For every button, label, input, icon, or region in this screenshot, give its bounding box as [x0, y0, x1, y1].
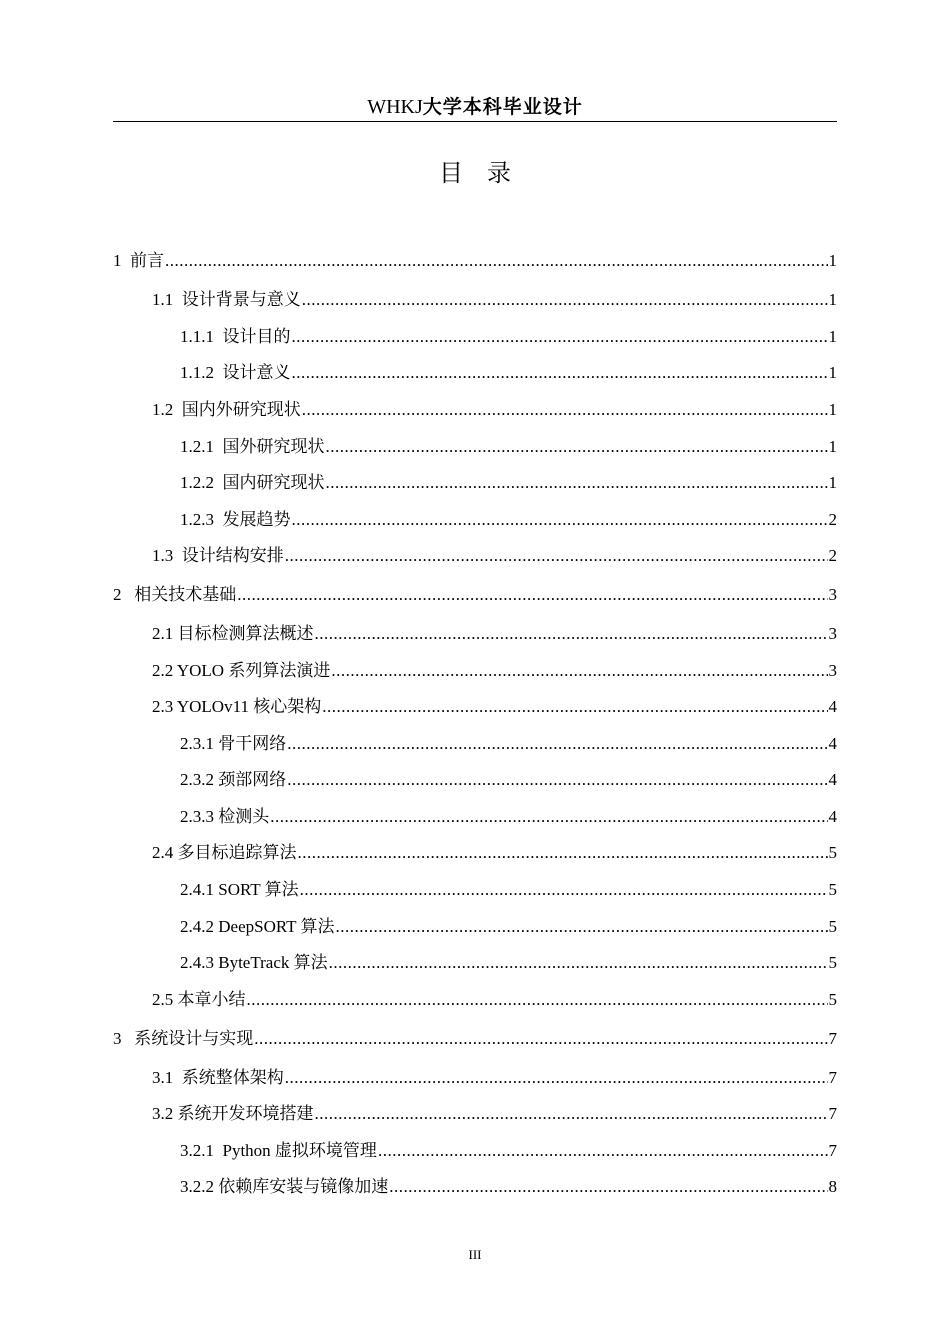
toc-entry-page: 1 — [828, 437, 837, 456]
toc-entry-page: 1 — [828, 327, 837, 346]
toc-dot-leader — [322, 694, 827, 720]
toc-entry[interactable] — [152, 1101, 837, 1127]
toc-dot-leader — [326, 470, 828, 496]
toc-entry-label: 1.2.2 国内研究现状 — [180, 473, 325, 492]
toc-entry[interactable] — [180, 1138, 837, 1164]
toc-entry-label: 3 系统设计与实现 — [113, 1029, 254, 1048]
toc-entry[interactable] — [152, 543, 837, 569]
toc-entry-label: 2.4.2 DeepSORT 算法 — [180, 917, 335, 936]
toc-entry[interactable] — [180, 877, 837, 903]
toc-dot-leader — [302, 397, 828, 423]
toc-entry-label: 2.2 YOLO 系列算法演进 — [152, 661, 331, 680]
toc-dot-leader — [292, 507, 828, 533]
toc-entry-label: 1 前言 — [113, 251, 164, 270]
toc-entry-page: 4 — [828, 697, 837, 716]
toc-entry-page: 1 — [828, 251, 837, 270]
toc-dot-leader — [292, 324, 828, 350]
toc-dot-leader — [300, 877, 828, 903]
toc-dot-leader — [331, 658, 827, 684]
toc-entry-label: 2.4.1 SORT 算法 — [180, 880, 299, 899]
toc-entry-page: 7 — [828, 1104, 837, 1123]
toc-entry[interactable] — [113, 582, 837, 608]
toc-entry-label: 2.1 目标检测算法概述 — [152, 624, 314, 643]
toc-entry-page: 7 — [828, 1029, 837, 1048]
toc-dot-leader — [389, 1174, 827, 1200]
toc-dot-leader — [315, 1101, 828, 1127]
toc-entry-label: 1.1.1 设计目的 — [180, 327, 291, 346]
toc-entry-label: 2.3.3 检测头 — [180, 807, 270, 826]
toc-dot-leader — [287, 731, 827, 757]
toc-entry-label: 1.2 国内外研究现状 — [152, 400, 301, 419]
header-rule — [113, 121, 837, 122]
toc-entry-label: 3.2.2 依赖库安装与镜像加速 — [180, 1177, 389, 1196]
toc-entry-page: 5 — [828, 990, 837, 1009]
toc-entry-page: 5 — [828, 843, 837, 862]
toc-entry-label: 1.1 设计背景与意义 — [152, 290, 301, 309]
toc-entry[interactable] — [152, 658, 837, 684]
toc-entry-page: 1 — [828, 473, 837, 492]
toc-entry[interactable] — [180, 767, 837, 793]
toc-entry-page: 3 — [828, 624, 837, 643]
page-title: 目录 — [439, 159, 535, 187]
toc-entry[interactable] — [180, 950, 837, 976]
toc-entry-label: 2.3 YOLOv11 核心架构 — [152, 697, 322, 716]
toc-entry-page: 3 — [828, 585, 837, 604]
toc-entry[interactable] — [180, 360, 837, 386]
page-number: III — [468, 1247, 482, 1262]
toc-entry-label: 1.1.2 设计意义 — [180, 363, 291, 382]
toc-dot-leader — [336, 914, 828, 940]
toc-dot-leader — [254, 1026, 827, 1052]
toc-entry[interactable] — [113, 248, 837, 274]
toc-entry-page: 2 — [828, 546, 837, 565]
toc-entry-page: 7 — [828, 1141, 837, 1160]
toc-dot-leader — [247, 987, 828, 1013]
toc-entry[interactable] — [152, 840, 837, 866]
toc-entry-label: 1.2.1 国外研究现状 — [180, 437, 325, 456]
toc-entry-label: 2.3.1 骨干网络 — [180, 734, 287, 753]
toc-entry-page: 4 — [828, 807, 837, 826]
toc-entry-page: 1 — [828, 290, 837, 309]
toc-dot-leader — [326, 434, 828, 460]
header-school: 大学本科毕业设计 — [422, 96, 583, 118]
toc-entry[interactable] — [180, 1174, 837, 1200]
toc-dot-leader — [285, 1065, 828, 1091]
toc-dot-leader — [329, 950, 828, 976]
toc-entry[interactable] — [180, 507, 837, 533]
toc-entry[interactable] — [180, 804, 837, 830]
toc-entry[interactable] — [113, 1026, 837, 1052]
toc-entry[interactable] — [152, 621, 837, 647]
toc-entry-label: 2 相关技术基础 — [113, 585, 237, 604]
toc-entry-label: 3.2 系统开发环境搭建 — [152, 1104, 314, 1123]
toc-entry[interactable] — [152, 1065, 837, 1091]
toc-entry-page: 5 — [828, 917, 837, 936]
toc-dot-leader — [298, 840, 828, 866]
toc-entry[interactable] — [180, 470, 837, 496]
toc-dot-leader — [165, 248, 828, 274]
toc-entry-page: 8 — [828, 1177, 837, 1196]
toc-entry-label: 3.2.1 Python 虚拟环境管理 — [180, 1141, 377, 1160]
toc-entry[interactable] — [152, 287, 837, 313]
toc-dot-leader — [237, 582, 827, 608]
toc-entry-label: 2.5 本章小结 — [152, 990, 246, 1009]
toc-entry-page: 1 — [828, 363, 837, 382]
toc-dot-leader — [292, 360, 828, 386]
toc-entry-page: 2 — [828, 510, 837, 529]
toc-entry-page: 4 — [828, 770, 837, 789]
toc-entry-label: 2.3.2 颈部网络 — [180, 770, 287, 789]
toc-dot-leader — [315, 621, 828, 647]
toc-entry[interactable] — [180, 731, 837, 757]
toc-entry-page: 7 — [828, 1068, 837, 1087]
toc-entry[interactable] — [180, 434, 837, 460]
toc-entry-page: 3 — [828, 661, 837, 680]
toc-entry-page: 5 — [828, 880, 837, 899]
toc-entry-page: 5 — [828, 953, 837, 972]
toc-entry-label: 1.3 设计结构安排 — [152, 546, 284, 565]
header-prefix: WHKJ — [367, 96, 423, 118]
toc-entry-page: 1 — [828, 400, 837, 419]
toc-entry[interactable] — [180, 324, 837, 350]
toc-dot-leader — [287, 767, 827, 793]
toc-entry-page: 4 — [828, 734, 837, 753]
toc-entry-label: 2.4 多目标追踪算法 — [152, 843, 297, 862]
toc-entry[interactable] — [152, 987, 837, 1013]
toc-entry-label: 1.2.3 发展趋势 — [180, 510, 291, 529]
toc-entry-label: 2.4.3 ByteTrack 算法 — [180, 953, 328, 972]
running-header — [113, 94, 837, 120]
toc-entry[interactable] — [180, 914, 837, 940]
toc-entry-label: 3.1 系统整体架构 — [152, 1068, 284, 1087]
toc-dot-leader — [302, 287, 828, 313]
toc-dot-leader — [270, 804, 827, 830]
toc-dot-leader — [285, 543, 828, 569]
toc-dot-leader — [378, 1138, 828, 1164]
toc-entry[interactable] — [152, 397, 837, 423]
toc-entry[interactable] — [152, 694, 837, 720]
